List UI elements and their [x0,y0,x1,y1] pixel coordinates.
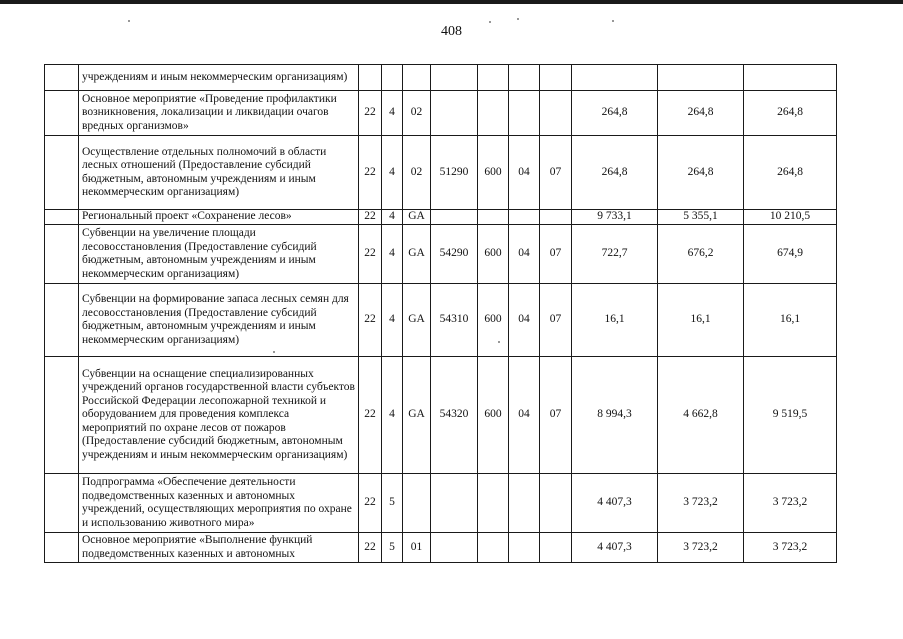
expense-type-code: 600 [478,136,509,210]
subsection-code: 07 [540,357,572,474]
table-row [45,91,837,136]
amount-year-3: 264,8 [744,91,837,136]
table-row [45,357,837,474]
amount-year-2: 16,1 [658,284,744,357]
amount-year-2: 264,8 [658,136,744,210]
pp-code: 5 [382,474,403,533]
blank-leading-cell [45,225,79,284]
gp-code: 22 [359,474,382,533]
amount-year-3: 264,8 [744,136,837,210]
item-name: Региональный проект «Сохранение лесов» [79,210,359,225]
blank-leading-cell [45,210,79,225]
om-code: GA [403,284,431,357]
blank-leading-cell [45,65,79,91]
subsection-code: 07 [540,136,572,210]
item-name: Основное мероприятие «Выполнение функций подведомственных казенных и автономных [79,533,359,563]
om-code [403,65,431,91]
om-code: 02 [403,136,431,210]
subsection-code [540,210,572,225]
direction-code [431,533,478,563]
page-number: 408 [441,24,462,39]
amount-year-2: 3 723,2 [658,474,744,533]
table-row [45,474,837,533]
gp-code: 22 [359,533,382,563]
expense-type-code: 600 [478,284,509,357]
amount-year-1: 264,8 [572,91,658,136]
direction-code [431,210,478,225]
blank-leading-cell [45,533,79,563]
gp-code [359,65,382,91]
amount-year-3: 10 210,5 [744,210,837,225]
direction-code [431,474,478,533]
amount-year-1: 264,8 [572,136,658,210]
gp-code: 22 [359,225,382,284]
pp-code: 4 [382,210,403,225]
table-row [45,225,837,284]
subsection-code [540,533,572,563]
scan-speck [612,20,614,22]
table-row [45,136,837,210]
om-code: GA [403,357,431,474]
amount-year-1: 722,7 [572,225,658,284]
section-code [509,474,540,533]
pp-code: 4 [382,225,403,284]
table-row [45,210,837,225]
budget-table [44,64,837,563]
gp-code: 22 [359,91,382,136]
amount-year-1: 8 994,3 [572,357,658,474]
section-code: 04 [509,284,540,357]
amount-year-1: 4 407,3 [572,474,658,533]
scan-speck [489,21,491,23]
om-code [403,474,431,533]
section-code [509,65,540,91]
amount-year-2: 676,2 [658,225,744,284]
gp-code: 22 [359,357,382,474]
amount-year-2: 4 662,8 [658,357,744,474]
direction-code: 54310 [431,284,478,357]
gp-code: 22 [359,136,382,210]
section-code: 04 [509,357,540,474]
section-code: 04 [509,225,540,284]
amount-year-1: 9 733,1 [572,210,658,225]
blank-leading-cell [45,284,79,357]
section-code: 04 [509,136,540,210]
om-code: 02 [403,91,431,136]
table-row [45,533,837,563]
amount-year-3: 3 723,2 [744,474,837,533]
pp-code: 4 [382,136,403,210]
blank-leading-cell [45,357,79,474]
scan-speck [128,20,130,22]
amount-year-3: 3 723,2 [744,533,837,563]
top-edge-rule [0,0,903,4]
amount-year-3: 9 519,5 [744,357,837,474]
subsection-code: 07 [540,284,572,357]
pp-code: 4 [382,91,403,136]
amount-year-2: 264,8 [658,91,744,136]
pp-code [382,65,403,91]
blank-leading-cell [45,91,79,136]
amount-year-3 [744,65,837,91]
section-code [509,91,540,136]
item-name: учреждениям и иным некоммерческим организациям) [79,65,359,91]
amount-year-2: 5 355,1 [658,210,744,225]
gp-code: 22 [359,284,382,357]
pp-code: 5 [382,533,403,563]
expense-type-code [478,210,509,225]
om-code: 01 [403,533,431,563]
expense-type-code: 600 [478,357,509,474]
amount-year-1: 4 407,3 [572,533,658,563]
table-row [45,284,837,357]
direction-code [431,65,478,91]
blank-leading-cell [45,474,79,533]
subsection-code [540,91,572,136]
item-name: Субвенции на формирование запаса лесных семян для лесовосстановления (Предоставление субсидий бюджетным, автономным учреждениям и иным некоммерческим организациям) [79,284,359,357]
subsection-code [540,474,572,533]
expense-type-code [478,533,509,563]
gp-code: 22 [359,210,382,225]
subsection-code [540,65,572,91]
om-code: GA [403,225,431,284]
section-code [509,533,540,563]
direction-code [431,91,478,136]
direction-code: 54290 [431,225,478,284]
amount-year-3: 674,9 [744,225,837,284]
direction-code: 54320 [431,357,478,474]
scan-speck [517,18,519,20]
blank-leading-cell [45,136,79,210]
pp-code: 4 [382,357,403,474]
item-name: Основное мероприятие «Проведение профилактики возникновения, локализации и ликвидации очагов вредных организмов» [79,91,359,136]
item-name: Субвенции на оснащение специализированных учреждений органов государственной власти субъектов Российской Федерации лесопожарной техникой и оборудованием для проведения комплекса мероприятий по охране лесов от пожаров (Предоставление субсидий бюджетным, автономным учреждениям и иным некоммерческим организациям) [79,357,359,474]
amount-year-1 [572,65,658,91]
item-name: Осуществление отдельных полномочий в области лесных отношений (Предоставление субсидий бюджетным, автономным учреждениям и иным некоммерческим организациям) [79,136,359,210]
amount-year-2: 3 723,2 [658,533,744,563]
direction-code: 51290 [431,136,478,210]
table-row [45,65,837,91]
subsection-code: 07 [540,225,572,284]
amount-year-2 [658,65,744,91]
expense-type-code [478,65,509,91]
section-code [509,210,540,225]
om-code: GA [403,210,431,225]
item-name: Подпрограмма «Обеспечение деятельности подведомственных казенных и автономных учреждений, осуществляющих мероприятия по охране и использованию животного мира» [79,474,359,533]
item-name: Субвенции на увеличение площади лесовосстановления (Предоставление субсидий бюджетным, автономным учреждениям и иным некоммерческим организациям) [79,225,359,284]
pp-code: 4 [382,284,403,357]
expense-type-code [478,474,509,533]
expense-type-code [478,91,509,136]
expense-type-code: 600 [478,225,509,284]
amount-year-1: 16,1 [572,284,658,357]
amount-year-3: 16,1 [744,284,837,357]
